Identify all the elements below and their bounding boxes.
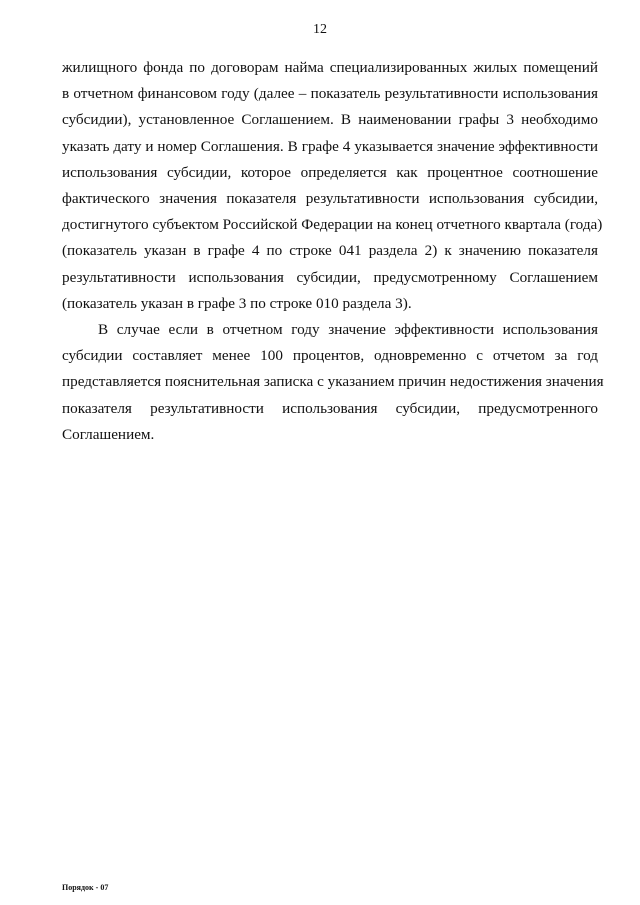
body-text [62, 55, 604, 448]
text-line: в отчетном финансовом году (далее – показатель результативности использования [62, 85, 598, 103]
text-line: результативности использования субсидии, предусмотренному Соглашением [62, 268, 598, 286]
text-line: показателя результативности использования субсидии, предусмотренного [62, 399, 598, 417]
text-line: субсидии составляет менее 100 процентов, одновременно с отчетом за год [62, 347, 598, 365]
text-line: жилищного фонда по договорам найма специализированных жилых помещений [62, 59, 598, 76]
text-line: В случае если в отчетном году значение эффективности использования [98, 321, 598, 339]
footer-document-code: Порядок - 07 [62, 883, 109, 892]
text-line: (показатель указан в графе 4 по строке 041 раздела 2) к значению показателя [62, 242, 598, 260]
text-line: достигнутого субъектом Российской Федерации на конец отчетного квартала (года) [62, 216, 603, 234]
paragraph-1 [62, 55, 603, 317]
text-line: представляется пояснительная записка с указанием причин недостижения значения [62, 373, 604, 391]
text-line: (показатель указан в графе 3 по строке 010 раздела 3). [62, 294, 412, 312]
paragraph-2 [62, 317, 604, 448]
text-line: указать дату и номер Соглашения. В графе 4 указывается значение эффективности [62, 137, 598, 155]
text-line: субсидии), установленное Соглашением. В наименовании графы 3 необходимо [62, 111, 598, 129]
text-line: использования субсидии, которое определяется как процентное соотношение [62, 163, 598, 181]
text-line: Соглашением. [62, 425, 155, 443]
text-line: фактического значения показателя результативности использования субсидии, [62, 190, 598, 208]
page-number: 12 [313, 22, 327, 37]
